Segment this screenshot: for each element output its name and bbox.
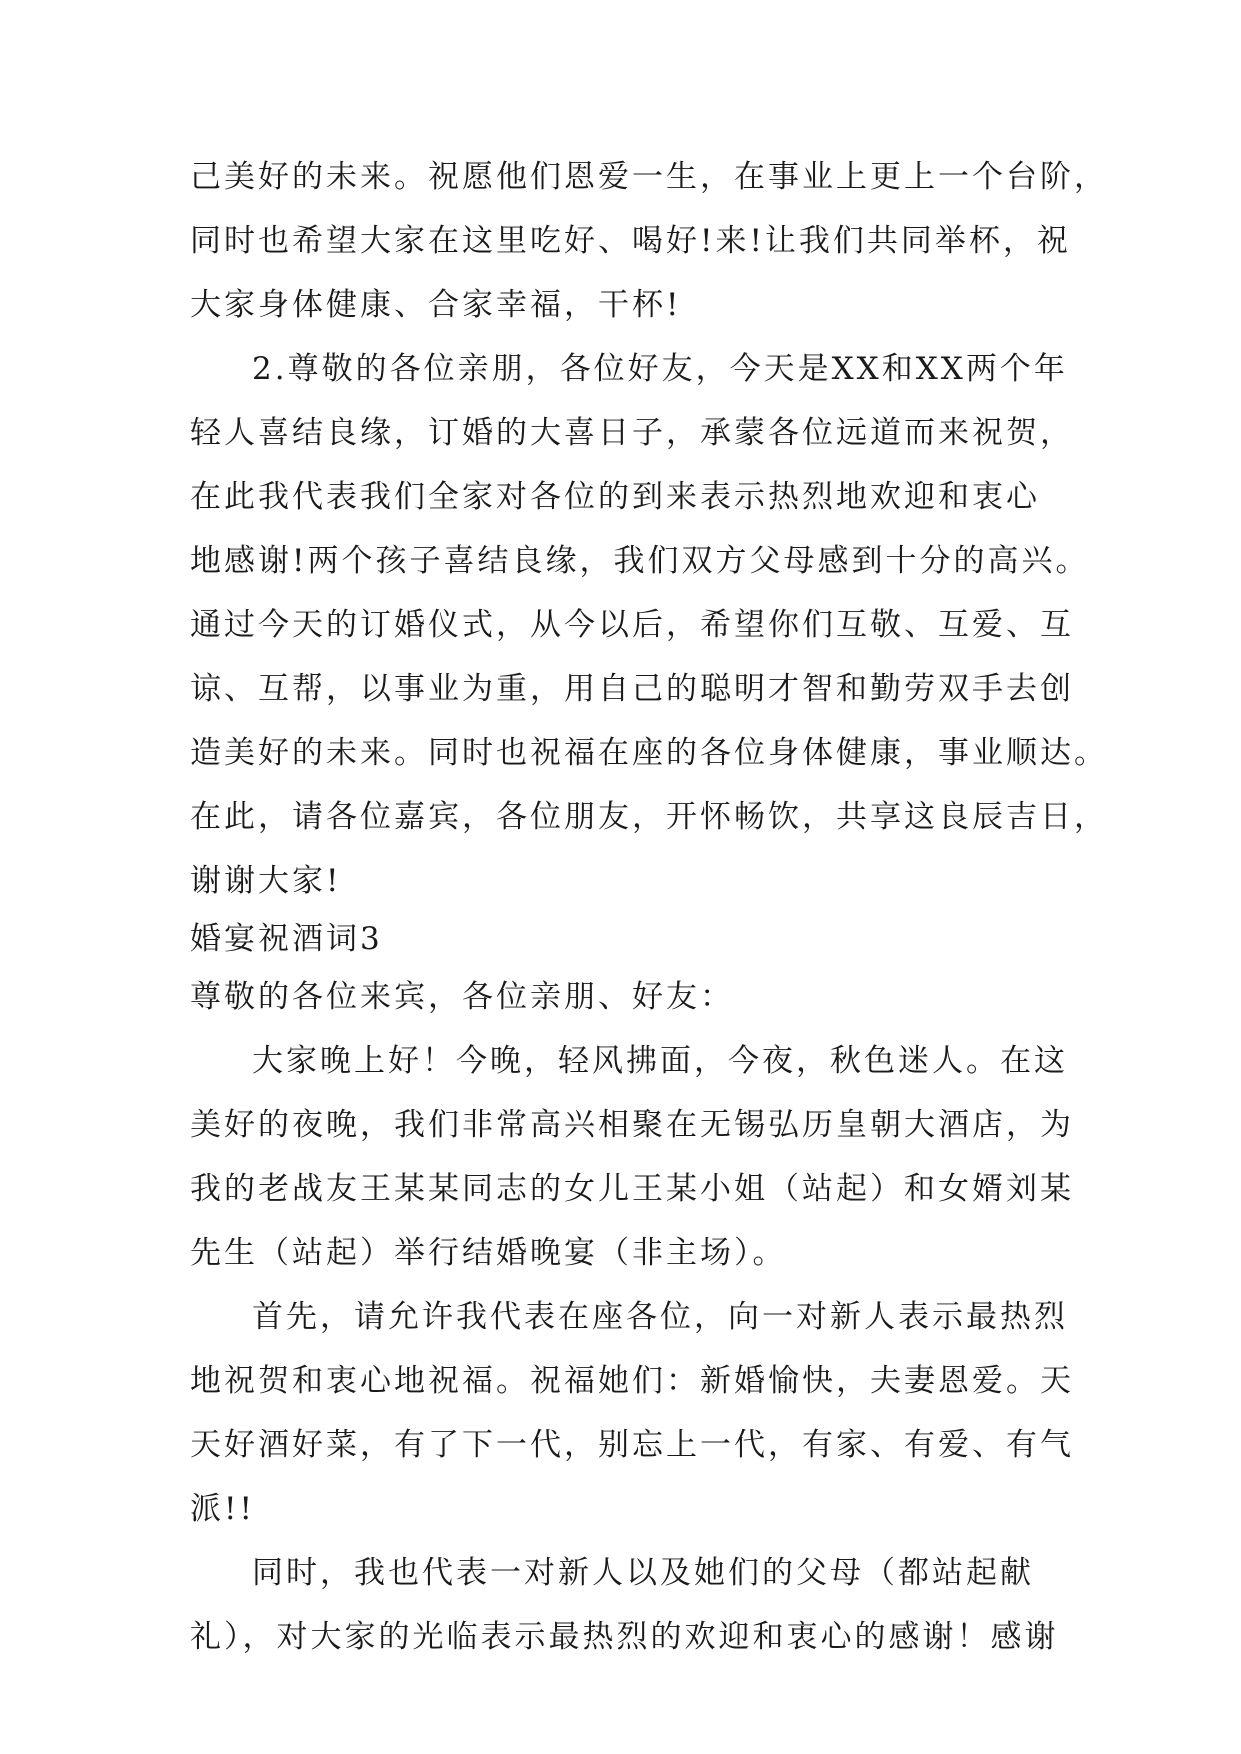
text-line: 造美好的未来。同时也祝福在座的各位身体健康，事业顺达。 bbox=[190, 735, 1108, 771]
text-line: 通过今天的订婚仪式，从今以后，希望你们互敬、互爱、互 bbox=[190, 607, 1074, 643]
text-line: 同时也希望大家在这里吃好、喝好!来!让我们共同举杯，祝 bbox=[190, 223, 1071, 259]
text-line: 派!! bbox=[190, 1491, 255, 1527]
paragraph-start-line: 2.尊敬的各位亲朋，各位好友，今天是XX和XX两个年 bbox=[252, 351, 1068, 387]
salutation-line: 尊敬的各位来宾，各位亲朋、好友： bbox=[190, 979, 734, 1015]
text-line: 在此我代表我们全家对各位的到来表示热烈地欢迎和衷心 bbox=[190, 479, 1040, 515]
text-line: 地祝贺和衷心地祝福。祝福她们：新婚愉快，夫妻恩爱。天 bbox=[190, 1363, 1074, 1399]
text-line: 美好的夜晚，我们非常高兴相聚在无锡弘历皇朝大酒店，为 bbox=[190, 1107, 1074, 1143]
text-line: 大家身体健康、合家幸福，干杯! bbox=[190, 287, 682, 323]
text-line: 在此，请各位嘉宾，各位朋友，开怀畅饮，共享这良辰吉日， bbox=[190, 799, 1108, 835]
section-heading: 婚宴祝酒词3 bbox=[190, 921, 383, 957]
text-line: 我的老战友王某某同志的女儿王某小姐（站起）和女婿刘某 bbox=[190, 1171, 1074, 1207]
paragraph-start-line: 同时，我也代表一对新人以及她们的父母（都站起献 bbox=[252, 1555, 1034, 1591]
text-line: 礼），对大家的光临表示最热烈的欢迎和衷心的感谢！感谢 bbox=[190, 1619, 1059, 1655]
text-line: 谢谢大家! bbox=[190, 863, 342, 899]
text-line: 先生（站起）举行结婚晚宴（非主场）。 bbox=[190, 1235, 787, 1271]
text-line: 天好酒好菜，有了下一代，别忘上一代，有家、有爱、有气 bbox=[190, 1427, 1074, 1463]
paragraph-start-line: 大家晚上好！今晚，轻风拂面，今夜，秋色迷人。在这 bbox=[252, 1043, 1068, 1079]
text-line: 地感谢!两个孩子喜结良缘，我们双方父母感到十分的高兴。 bbox=[190, 543, 1090, 579]
text-line: 谅、互帮，以事业为重，用自己的聪明才智和勤劳双手去创 bbox=[190, 671, 1074, 707]
document-body bbox=[190, 159, 1108, 1684]
paragraph-start-line: 首先，请允许我代表在座各位，向一对新人表示最热烈 bbox=[252, 1299, 1068, 1335]
text-line: 轻人喜结良缘，订婚的大喜日子，承蒙各位远道而来祝贺， bbox=[190, 415, 1074, 451]
text-line: 己美好的未来。祝愿他们恩爱一生，在事业上更上一个台阶， bbox=[190, 159, 1108, 195]
